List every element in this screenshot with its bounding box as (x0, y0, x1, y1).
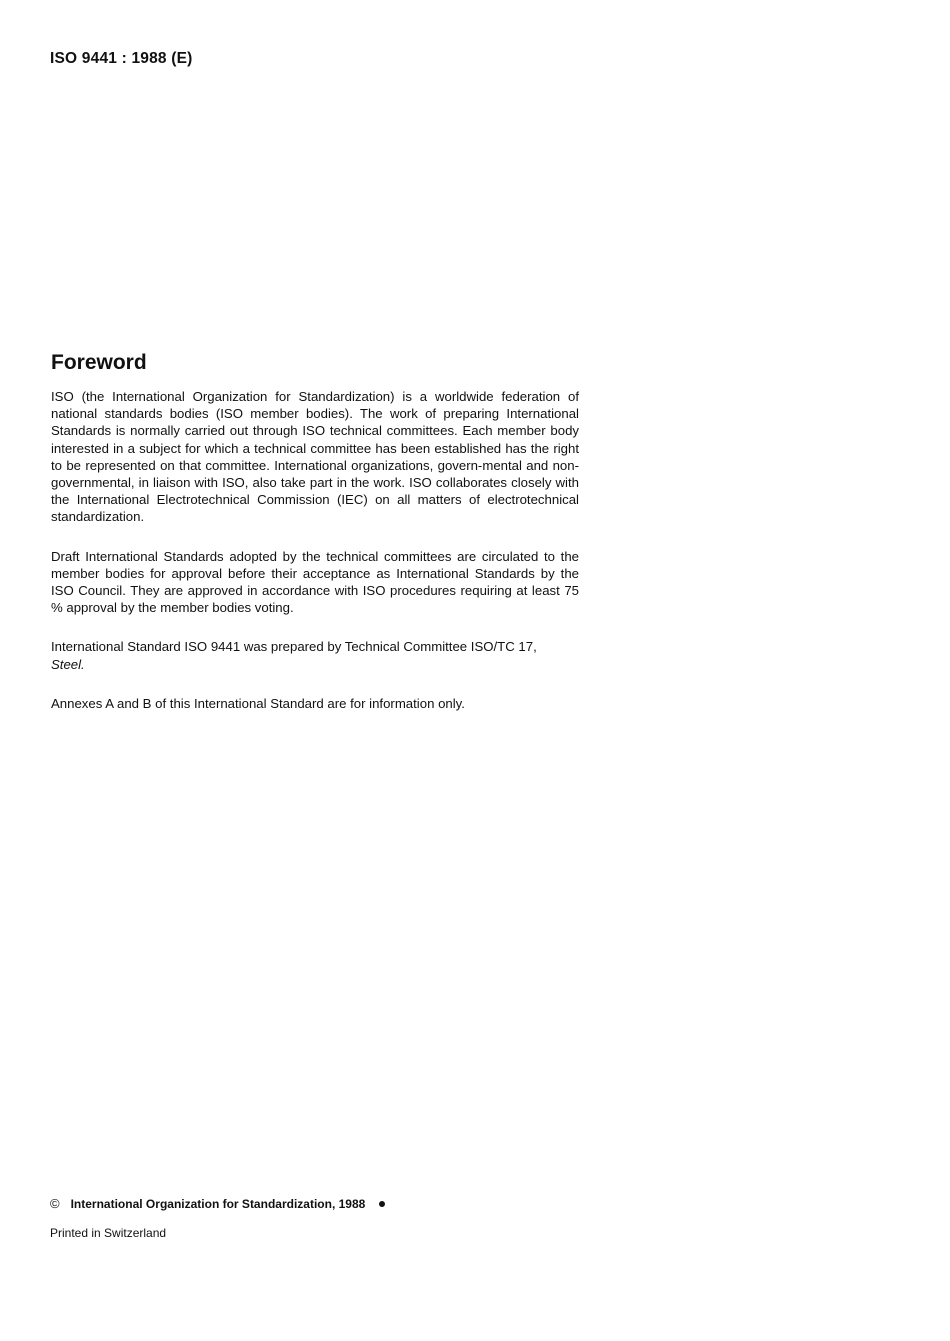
foreword-paragraph-3 (51, 638, 579, 672)
foreword-paragraph-2: Draft International Standards adopted by the technical committees are circulated to the member bodies for approval before their acceptance as International Standards by the ISO Council. They are approved in accordance with ISO procedures requiring at least 75 % approval by the member bodies voting. (51, 548, 579, 616)
copyright-line (50, 1196, 385, 1211)
committee-name: Steel. (51, 656, 85, 672)
printed-location: Printed in Switzerland (50, 1226, 167, 1240)
foreword-paragraph-1: ISO (the International Organization for Standardization) is a worldwide federation of national standards bodies (ISO member bodies). The work of preparing International Standards is normally carried out through ISO technical committees. Each member body interested in a subject for which a technical committee has been established has the right to be represented on that committee. International organizations, govern-mental and non-governmental, in liaison with ISO, also take part in the work. ISO collaborates closely with the International Electrotechnical Commission (IEC) on all matters of electrotechnical standardization. (51, 389, 579, 525)
foreword-section (51, 350, 579, 712)
bullet-icon (379, 1201, 385, 1207)
document-id: ISO 9441 : 1988 (E) (50, 50, 193, 67)
copyright-icon: © (50, 1196, 60, 1211)
copyright-text: International Organization for Standardization, 1988 (70, 1196, 366, 1211)
foreword-paragraph-3-text: International Standard ISO 9441 was prepared by Technical Committee ISO/TC 17, (51, 639, 537, 655)
foreword-paragraph-4: Annexes A and B of this International Standard are for information only. (51, 695, 465, 711)
foreword-title: Foreword (51, 351, 147, 374)
